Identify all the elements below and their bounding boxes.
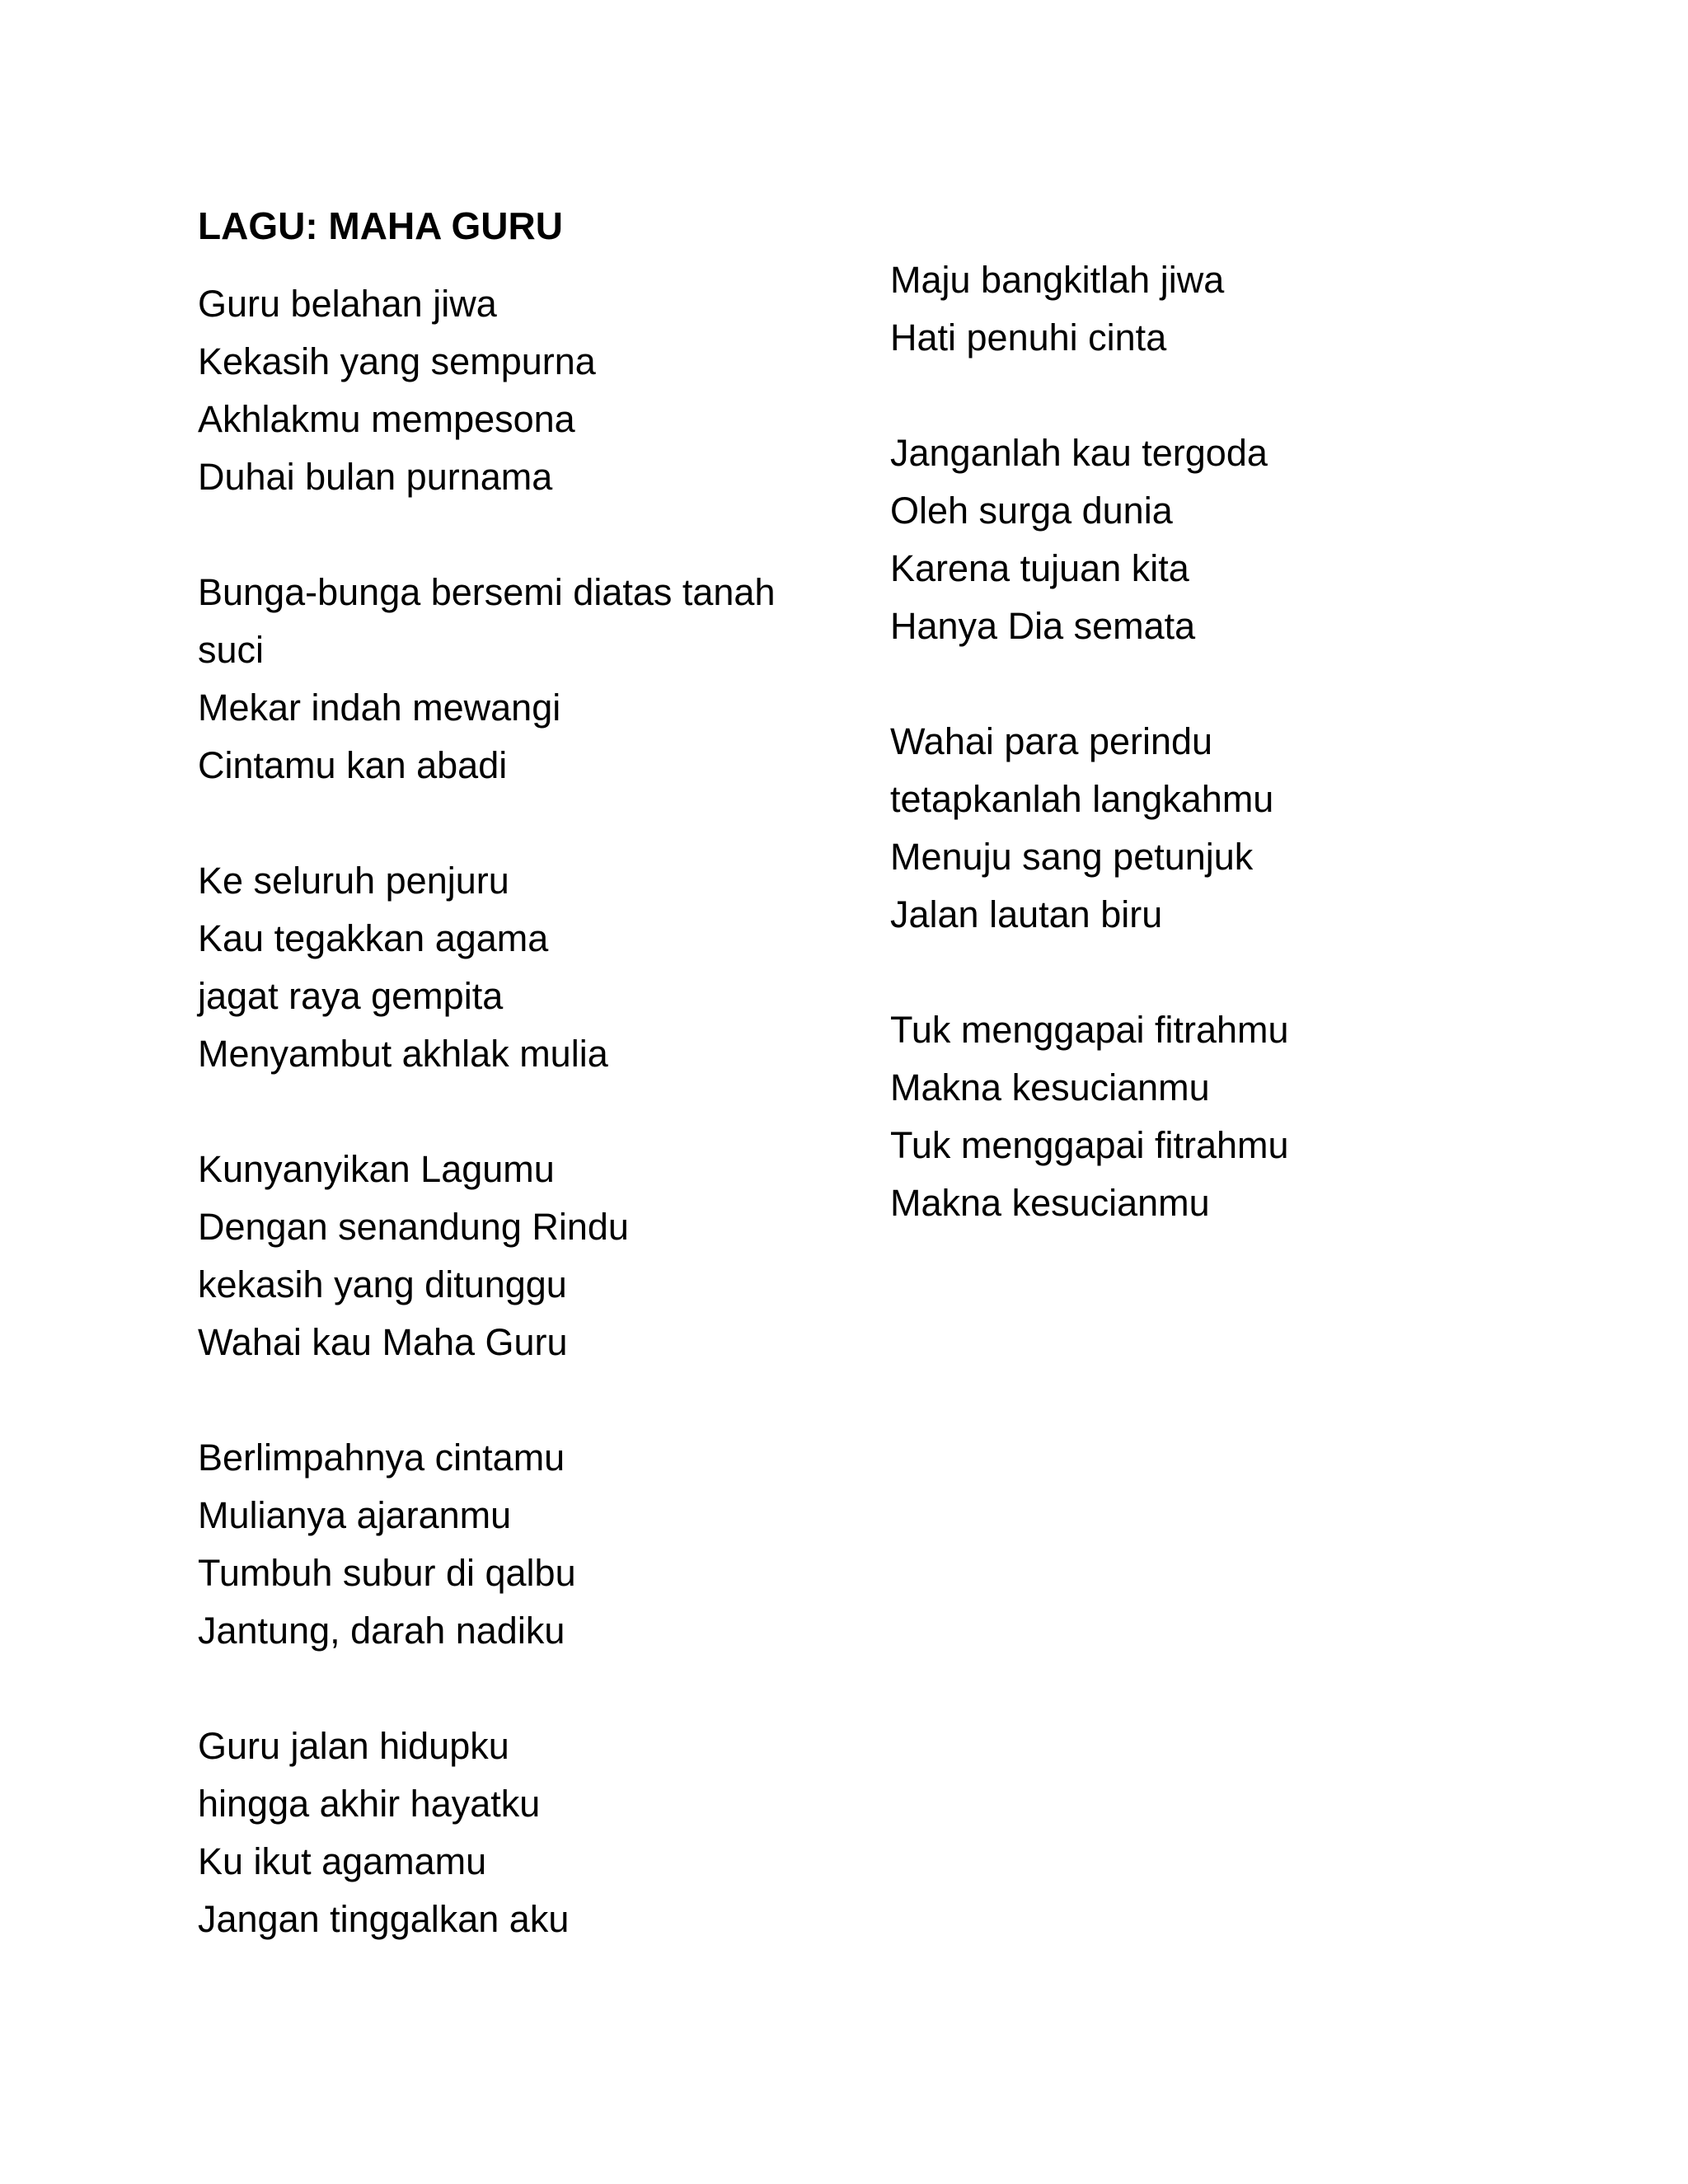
lyric-line: Berlimpahnya cintamu [198, 1436, 565, 1479]
lyric-line: Duhai bulan purnama [198, 456, 553, 498]
lyric-line: Mekar indah mewangi [198, 687, 561, 729]
lyric-line: Kunyanyikan Lagumu [198, 1148, 555, 1190]
lyric-line: Wahai kau Maha Guru [198, 1321, 568, 1363]
lyric-line: suci [198, 629, 265, 671]
lyric-line: hingga akhir hayatku [198, 1783, 541, 1825]
lyric-line: Oleh surga dunia [890, 490, 1173, 532]
stanza [198, 1141, 824, 1371]
stanza [198, 1429, 824, 1660]
stanza [890, 424, 1517, 655]
stanza [890, 251, 1517, 367]
lyric-line: Karena tujuan kita [890, 547, 1189, 589]
lyric-line: Cintamu kan abadi [198, 744, 508, 786]
lyric-line: Janganlah kau tergoda [890, 432, 1268, 474]
lyric-line: Ke seluruh penjuru [198, 860, 509, 902]
lyric-line: Ku ikut agamamu [198, 1840, 487, 1882]
lyric-line: Menuju sang petunjuk [890, 836, 1254, 878]
lyric-line: Hati penuhi cinta [890, 316, 1167, 359]
stanza [198, 275, 824, 506]
lyric-line: Kekasih yang sempurna [198, 340, 596, 382]
lyric-line: Maju bangkitlah jiwa [890, 259, 1225, 301]
stanza [198, 852, 824, 1083]
lyric-line: tetapkanlah langkahmu [890, 778, 1274, 820]
lyric-line: Menyambut akhlak mulia [198, 1033, 608, 1075]
lyric-line: Makna kesucianmu [890, 1066, 1210, 1108]
lyric-line: Wahai para perindu [890, 720, 1213, 762]
lyric-line: Tuk menggapai fitrahmu [890, 1009, 1289, 1051]
stanza [890, 1001, 1517, 1232]
lyric-line: Makna kesucianmu [890, 1182, 1210, 1224]
lyrics-left-column [198, 275, 824, 2006]
lyric-line: Bunga-bunga bersemi diatas tanah [198, 571, 776, 613]
lyrics-right-column [890, 251, 1517, 1290]
stanza [890, 713, 1517, 944]
lyric-line: Tuk menggapai fitrahmu [890, 1124, 1289, 1166]
song-title: LAGU: MAHA GURU [198, 204, 563, 247]
stanza [198, 564, 824, 794]
lyric-line: Guru jalan hidupku [198, 1725, 509, 1767]
lyric-line: Hanya Dia semata [890, 605, 1196, 647]
lyric-line: Jantung, darah nadiku [198, 1610, 565, 1652]
lyric-line: Guru belahan jiwa [198, 283, 497, 325]
lyric-line: Mulianya ajaranmu [198, 1494, 512, 1536]
lyric-line: jagat raya gempita [198, 975, 504, 1017]
lyric-line: Jangan tinggalkan aku [198, 1898, 570, 1940]
lyric-line: Tumbuh subur di qalbu [198, 1552, 576, 1594]
lyric-line: Kau tegakkan agama [198, 917, 549, 959]
stanza [198, 1718, 824, 1948]
lyric-line: kekasih yang ditunggu [198, 1263, 567, 1305]
lyric-line: Jalan lautan biru [890, 893, 1163, 935]
lyric-line: Akhlakmu mempesona [198, 398, 575, 440]
lyric-line: Dengan senandung Rindu [198, 1206, 629, 1248]
